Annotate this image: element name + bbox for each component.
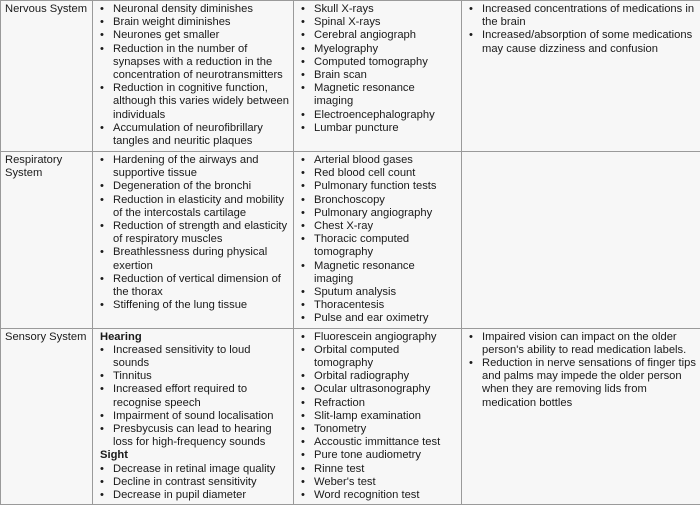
- list-item: • Reduction in elasticity and mobility of the intercostals cartilage: [97, 194, 289, 220]
- list-item: • Refraction: [298, 397, 457, 410]
- changes-list: [97, 3, 289, 148]
- list-item: • Pure tone audiometry: [298, 449, 457, 462]
- list-item: • Presbycusis can lead to hearing loss for high-frequency sounds: [97, 423, 289, 449]
- list-item: • Tonometry: [298, 423, 457, 436]
- changes-cell: [93, 152, 294, 329]
- list-item: • Orbital radiography: [298, 370, 457, 383]
- list-item: • Reduction of strength and elasticity of respiratory muscles: [97, 220, 289, 246]
- list-item: • Chest X-ray: [298, 220, 457, 233]
- system-name-cell: Respiratory System: [1, 152, 93, 329]
- list-item: • Brain weight diminishes: [97, 16, 289, 29]
- tests-cell: [294, 1, 462, 152]
- list-item: • Neuronal density diminishes: [97, 3, 289, 16]
- list-item: • Reduction of vertical dimension of the thorax: [97, 273, 289, 299]
- changes-list: [97, 154, 289, 312]
- table-row-nervous: [1, 1, 700, 152]
- table-row-respiratory: [1, 152, 700, 329]
- list-item: • Decrease in pupil diameter: [97, 489, 289, 502]
- list-item: • Pulmonary angiography: [298, 207, 457, 220]
- sight-heading: Sight: [97, 449, 289, 462]
- list-item: • Orbital computed tomography: [298, 344, 457, 370]
- list-item: • Arterial blood gases: [298, 154, 457, 167]
- list-item: • Reduction in nerve sensations of finger tips and palms may impede the older person when they are removing lids from medication bottles: [466, 357, 696, 410]
- tests-cell: [294, 152, 462, 329]
- list-item: • Electroencephalography: [298, 109, 457, 122]
- list-item: • Neurones get smaller: [97, 29, 289, 42]
- list-item: • Weber's test: [298, 476, 457, 489]
- hearing-heading: Hearing: [97, 331, 289, 344]
- list-item: • Impairment of sound localisation: [97, 410, 289, 423]
- implications-cell: [462, 328, 700, 505]
- list-item: • Bronchoscopy: [298, 194, 457, 207]
- list-item: • Spinal X-rays: [298, 16, 457, 29]
- system-name-cell: Nervous System: [1, 1, 93, 152]
- list-item: • Lumbar puncture: [298, 122, 457, 135]
- hearing-list: [97, 344, 289, 450]
- list-item: • Pulmonary function tests: [298, 180, 457, 193]
- list-item: • Thoracic computed tomography: [298, 233, 457, 259]
- list-item: • Skull X-rays: [298, 3, 457, 16]
- list-item: • Red blood cell count: [298, 167, 457, 180]
- list-item: • Impaired vision can impact on the older person's ability to read medication labels.: [466, 331, 696, 357]
- list-item: • Decline in contrast sensitivity: [97, 476, 289, 489]
- changes-cell: [93, 1, 294, 152]
- list-item: • Brain scan: [298, 69, 457, 82]
- list-item: • Magnetic resonance imaging: [298, 82, 457, 108]
- list-item: • Rinne test: [298, 463, 457, 476]
- list-item: • Increased effort required to recognise speech: [97, 383, 289, 409]
- list-item: • Decrease in retinal image quality: [97, 463, 289, 476]
- tests-list: [298, 154, 457, 326]
- list-item: • Myelography: [298, 43, 457, 56]
- list-item: • Stiffening of the lung tissue: [97, 299, 289, 312]
- list-item: • Magnetic resonance imaging: [298, 260, 457, 286]
- list-item: • Ocular ultrasonography: [298, 383, 457, 396]
- list-item: • Tinnitus: [97, 370, 289, 383]
- list-item: • Increased concentrations of medications in the brain: [466, 3, 696, 29]
- sight-list: [97, 463, 289, 503]
- list-item: • Reduction in the number of synapses with a reduction in the concentration of neurotransmitters: [97, 43, 289, 83]
- list-item: • Reduction in cognitive function, although this varies widely between individuals: [97, 82, 289, 122]
- changes-cell: [93, 328, 294, 505]
- list-item: • Slit-lamp examination: [298, 410, 457, 423]
- list-item: • Accumulation of neurofibrillary tangles and neuritic plaques: [97, 122, 289, 148]
- implications-cell: [462, 1, 700, 152]
- list-item: • Pulse and ear oximetry: [298, 312, 457, 325]
- list-item: • Accoustic immittance test: [298, 436, 457, 449]
- table-row-sensory: [1, 328, 700, 505]
- list-item: • Fluorescein angiography: [298, 331, 457, 344]
- list-item: • Cerebral angiograph: [298, 29, 457, 42]
- list-item: • Computed tomography: [298, 56, 457, 69]
- list-item: • Word recognition test: [298, 489, 457, 502]
- implications-list: [466, 3, 696, 56]
- list-item: • Breathlessness during physical exertion: [97, 246, 289, 272]
- implications-list: [466, 331, 696, 410]
- list-item: • Sputum analysis: [298, 286, 457, 299]
- tests-list: [298, 331, 457, 503]
- list-item: • Degeneration of the bronchi: [97, 180, 289, 193]
- implications-cell: [462, 152, 700, 329]
- list-item: • Hardening of the airways and supportive tissue: [97, 154, 289, 180]
- list-item: • Increased sensitivity to loud sounds: [97, 344, 289, 370]
- system-name-cell: Sensory System: [1, 328, 93, 505]
- tests-list: [298, 3, 457, 135]
- list-item: • Thoracentesis: [298, 299, 457, 312]
- tests-cell: [294, 328, 462, 505]
- list-item: • Increased/absorption of some medications may cause dizziness and confusion: [466, 29, 696, 55]
